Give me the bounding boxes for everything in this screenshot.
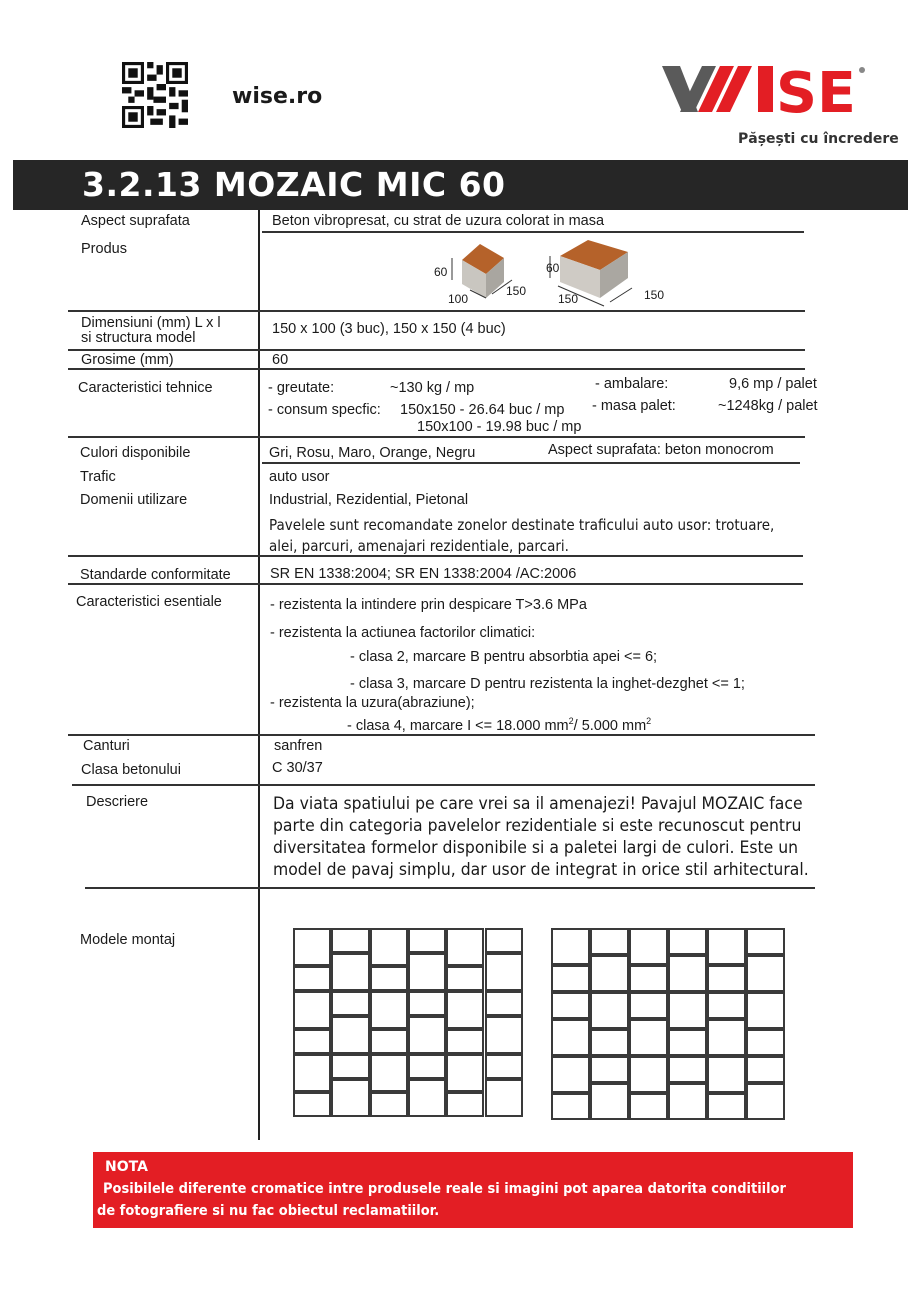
- label-descriere: Descriere: [86, 794, 149, 810]
- label-canturi: Canturi: [83, 738, 130, 754]
- paver-150x100: [590, 928, 629, 955]
- paver-150x150: [485, 953, 523, 991]
- value-domenii: Industrial, Rezidential, Pietonal: [269, 492, 469, 508]
- uzura-value-2: / 5.000 mm: [573, 717, 647, 734]
- esentiale-line: - rezistenta la uzura(abraziune);: [270, 695, 475, 711]
- paver-150x150: [370, 991, 408, 1029]
- esentiale-line: - clasa 2, marcare B pentru absorbtia apei <= 6;: [350, 649, 658, 665]
- paver-150x100: [331, 1054, 369, 1079]
- paver-150x150: [370, 928, 408, 966]
- paver-150x100: [746, 1056, 785, 1083]
- value-grosime: 60: [272, 352, 289, 368]
- paver-150x100: [668, 1056, 707, 1083]
- paver-150x100: [446, 1029, 484, 1054]
- small-height: 60: [434, 265, 448, 279]
- note-banner: [93, 1152, 853, 1228]
- label-dimensiuni-line1: Dimensiuni (mm) L x l: [81, 315, 221, 331]
- paver-150x150: [551, 1056, 590, 1093]
- superscript: 2: [568, 716, 574, 726]
- paver-150x150: [293, 928, 331, 966]
- masa-palet-label: - masa palet:: [592, 398, 676, 414]
- paver-150x100: [370, 1092, 408, 1117]
- paver-150x150: [629, 1056, 668, 1093]
- greutate-value: ~130 kg / mp: [390, 380, 475, 396]
- paver-150x150: [331, 1016, 369, 1054]
- domenii-note-line1: Pavelele sunt recomandate zonelor destinate traficului auto usor: trotuare,: [269, 516, 775, 534]
- ambalare-label: - ambalare:: [595, 376, 669, 392]
- paver-150x100: [746, 928, 785, 955]
- row-divider: [68, 734, 815, 736]
- small-length: 150: [506, 284, 527, 298]
- paver-150x100: [551, 965, 590, 992]
- ambalare-value: 9,6 mp / palet: [729, 376, 817, 392]
- paver-150x150: [408, 1016, 446, 1054]
- paver-150x100: [485, 991, 523, 1016]
- paver-150x150: [370, 1054, 408, 1092]
- paver-150x150: [331, 953, 369, 991]
- paver-150x150: [485, 1079, 523, 1117]
- row-divider: [85, 887, 815, 889]
- label-clasa: Clasa betonului: [81, 762, 181, 778]
- paver-150x100: [590, 1029, 629, 1056]
- paver-150x150: [629, 1019, 668, 1056]
- label-aspect: Aspect suprafata: [81, 213, 190, 229]
- paver-150x100: [629, 992, 668, 1019]
- label-standarde: Standarde conformitate: [80, 567, 231, 583]
- paver-150x150: [629, 928, 668, 965]
- note-title: NOTA: [105, 1159, 148, 1175]
- row-divider: [262, 231, 804, 233]
- paver-150x150: [293, 1054, 331, 1092]
- paver-150x150: [590, 1083, 629, 1120]
- esentiale-line: - rezistenta la intindere prin despicare T>3.6 MPa: [270, 597, 587, 613]
- masa-palet-value: ~1248kg / palet: [718, 398, 818, 414]
- row-divider: [68, 583, 803, 585]
- paver-150x100: [551, 1093, 590, 1120]
- big-height: 60: [546, 261, 560, 275]
- consum-150x150: 150x150 - 26.64 buc / mp: [400, 402, 565, 418]
- domenii-note: [269, 515, 774, 557]
- paver-150x100: [629, 1093, 668, 1120]
- value-culori: Gri, Rosu, Maro, Orange, Negru: [269, 445, 476, 461]
- paver-150x150: [551, 1019, 590, 1056]
- paver-150x100: [408, 928, 446, 953]
- row-divider: [262, 462, 800, 464]
- paver-150x100: [707, 1093, 746, 1120]
- value-aspect: Beton vibropresat, cu strat de uzura colorat in masa: [272, 213, 605, 229]
- paver-150x150: [746, 955, 785, 992]
- paver-150x100: [629, 965, 668, 992]
- label-esentiale: Caracteristici esentiale: [76, 594, 222, 610]
- website-url[interactable]: wise.ro: [232, 84, 323, 109]
- esentiale-line: - clasa 3, marcare D pentru rezistenta la inghet-dezghet <= 1;: [350, 676, 745, 692]
- paver-150x100: [331, 928, 369, 953]
- paver-150x150: [746, 1083, 785, 1120]
- paver-150x100: [370, 966, 408, 991]
- label-grosime: Grosime (mm): [81, 352, 174, 368]
- row-divider: [68, 310, 805, 312]
- paver-150x100: [668, 928, 707, 955]
- label-dimensiuni-line2: si structura model: [81, 330, 196, 346]
- paver-150x150: [707, 928, 746, 965]
- product-image: [430, 238, 670, 308]
- value-dimensiuni: 150 x 100 (3 buc), 150 x 150 (4 buc): [272, 321, 506, 337]
- label-trafic: Trafic: [80, 469, 116, 485]
- label-modele: Modele montaj: [80, 932, 176, 948]
- paver-150x100: [293, 1092, 331, 1117]
- paver-150x100: [408, 991, 446, 1016]
- paver-150x150: [590, 992, 629, 1029]
- paver-150x150: [485, 1016, 523, 1054]
- paver-150x100: [668, 1029, 707, 1056]
- label-dimensiuni: [81, 316, 221, 346]
- paver-150x150: [551, 928, 590, 965]
- consum-label: - consum specfic:: [268, 402, 381, 418]
- wise-logo: [658, 60, 868, 120]
- paver-150x100: [551, 992, 590, 1019]
- small-width: 100: [448, 292, 469, 306]
- paver-150x150: [446, 991, 484, 1029]
- paver-150x150: [668, 1083, 707, 1120]
- row-divider: [68, 349, 805, 351]
- paver-150x100: [408, 1054, 446, 1079]
- row-divider: [68, 436, 805, 438]
- paver-150x150: [408, 1079, 446, 1117]
- label-tehnice: Caracteristici tehnice: [78, 380, 213, 396]
- row-divider: [68, 368, 805, 370]
- paver-150x100: [293, 966, 331, 991]
- paver-150x100: [707, 965, 746, 992]
- paver-150x100: [331, 991, 369, 1016]
- paver-150x100: [370, 1029, 408, 1054]
- paver-150x150: [668, 992, 707, 1029]
- laying-pattern-1: [293, 928, 523, 1118]
- label-culori: Culori disponibile: [80, 445, 191, 461]
- big-width: 150: [558, 292, 579, 306]
- value-standarde: SR EN 1338:2004; SR EN 1338:2004 /AC:2006: [270, 566, 577, 582]
- consum-150x100: 150x100 - 19.98 buc / mp: [417, 419, 582, 435]
- note-line-2: de fotografiere si nu fac obiectul reclamatiilor.: [97, 1203, 440, 1219]
- esentiale-line: - rezistenta la actiunea factorilor climatici:: [270, 625, 536, 641]
- paver-150x100: [746, 1029, 785, 1056]
- uzura-value-1: - clasa 4, marcare I <= 18.000 mm: [347, 717, 569, 734]
- big-length: 150: [644, 288, 665, 302]
- paver-150x100: [590, 1056, 629, 1083]
- value-descriere: Da viata spatiului pe care vrei sa il amenajezi! Pavajul MOZAIC face parte din categoria pavelelor rezidentiale si este recunoscut pentru diversitatea formelor disponibile si a paletei largi de culori. Este un model de pavaj simplu, dar usor de integrat in orice stil arhitectural.: [273, 794, 809, 880]
- row-divider: [72, 784, 815, 786]
- paver-150x100: [485, 1054, 523, 1079]
- greutate-label: - greutate:: [268, 380, 335, 396]
- paver-150x100: [707, 992, 746, 1019]
- aspect-monocrom: Aspect suprafata: beton monocrom: [548, 442, 774, 458]
- paver-150x150: [707, 1056, 746, 1093]
- label-produs: Produs: [81, 241, 127, 257]
- paver-150x150: [668, 955, 707, 992]
- svg-text:SE: SE: [776, 61, 856, 122]
- paver-150x150: [446, 1054, 484, 1092]
- laying-pattern-2: [551, 928, 785, 1120]
- label-domenii: Domenii utilizare: [80, 492, 188, 508]
- paver-150x150: [746, 992, 785, 1029]
- superscript: 2: [646, 716, 652, 726]
- paver-150x150: [446, 928, 484, 966]
- paver-150x150: [408, 953, 446, 991]
- paver-150x150: [293, 991, 331, 1029]
- paver-150x150: [707, 1019, 746, 1056]
- value-clasa: C 30/37: [272, 760, 323, 776]
- qr-code: [122, 62, 188, 128]
- esentiale-line: [347, 716, 651, 734]
- domenii-note-line2: alei, parcuri, amenajari rezidentiale, parcari.: [269, 537, 569, 555]
- value-canturi: sanfren: [274, 738, 323, 754]
- paver-150x150: [331, 1079, 369, 1117]
- page-title: 3.2.13 MOZAIC MIC 60: [82, 165, 506, 204]
- paver-150x100: [485, 928, 523, 953]
- paver-150x100: [446, 1092, 484, 1117]
- paver-150x100: [446, 966, 484, 991]
- note-line-1: Posibilele diferente cromatice intre produsele reale si imagini pot aparea datorita conditiilor: [103, 1181, 786, 1197]
- paver-150x150: [590, 955, 629, 992]
- paver-150x100: [293, 1029, 331, 1054]
- tagline: Pășești cu încredere: [738, 131, 899, 147]
- value-trafic: auto usor: [269, 469, 330, 485]
